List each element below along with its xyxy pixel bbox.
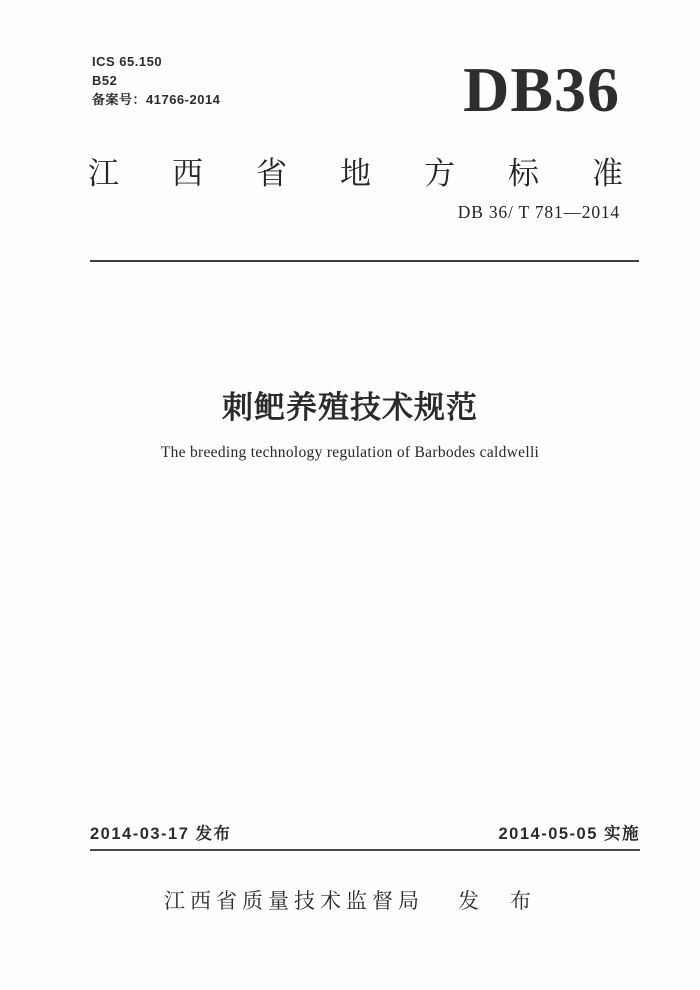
publisher-row	[0, 885, 700, 915]
db36-logo: DB36	[463, 54, 620, 125]
header-divider	[90, 260, 639, 262]
dates-row	[90, 820, 640, 851]
ics-classification-block	[92, 52, 220, 109]
issue-date: 2014-03-17 发布	[90, 825, 232, 843]
classification-code: B52	[92, 73, 118, 88]
ics-code: ICS 65.150	[92, 54, 163, 69]
publisher-name: 江西省质量技术监督局	[164, 890, 424, 913]
publish-label: 发 布	[458, 890, 536, 913]
standard-category-title: 江西省地方标准	[88, 156, 676, 191]
page-title-english: The breeding technology regulation of Barbodes caldwelli	[160, 444, 540, 461]
document-number: DB 36/ T 781—2014	[457, 202, 620, 222]
page-title: 刺鲃养殖技术规范	[222, 390, 478, 425]
implement-date: 2014-05-05 实施	[498, 825, 640, 843]
record-number: 备案号：41766-2014	[92, 92, 221, 107]
